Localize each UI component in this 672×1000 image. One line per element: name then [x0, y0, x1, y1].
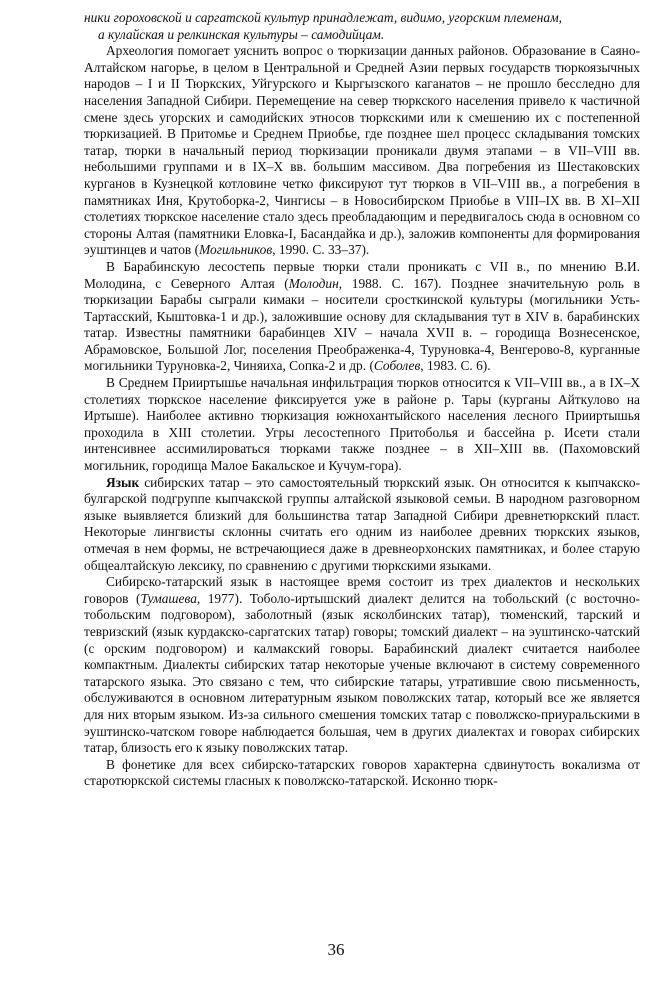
paragraph-baraba: [84, 259, 640, 375]
paragraph-dialects-text-b: , 1977). Тоболо-иртышский диалект делится на тобольский (с восточно-тобольским подговором), заболотный (язык ясколбинских татар), тюменский, тарский и тевризский (язык курдакско-саргатских татар) говоры; томский диалект – на эуштинско-чатский (с орским подговором) и калмакский говоры. Барабинский диалект считается наиболее компактным. Диалекты сибирских татар некоторые ученые включают в систему современного татарского языка. Это связано с тем, что сибирские татары, утратившие свою письменность, обслуживаются в основном литературным языком поволжских татар, который все же является для них вторым языком. Из-за сильного смешения томских татар с поволжско-приуральскими в эуштинско-чатском говоре наблюдается большая, чем в других диалектах и говорах сибирских татар, близость его к языку поволжских татар.: [84, 590, 640, 756]
intro-line-2: а кулайская и релкинская культуры – самодийцам.: [98, 26, 385, 42]
paragraph-language-text: сибирских татар – это самостоятельный тюркский язык. Он относится к кыпчакско-булгарской подгруппе кыпчакской группы алтайской языковой семьи. В народном разговорном языке выявляется близкий для большинства татар Западной Сибири древнетюркский пласт. Некоторые лингвисты склонны считать его одним из наиболее древних тюркских языков, отмечая в нем формы, не встречающиеся даже в древнеорхонских памятниках, и более старую общеалтайскую лексику, по сравнению с другими тюркскими языками.: [84, 474, 640, 573]
paragraph-baraba-text-a: В Барабинскую лесостепь первые тюрки стали проникать с VII в., по мнению В.И. Молодина, с Северного Алтая (: [84, 258, 640, 291]
citation-author: Тумашева: [140, 590, 197, 606]
paragraph-baraba-text-c: , 1983. С. 6).: [420, 358, 491, 374]
paragraph-dialects: [84, 574, 640, 757]
citation-author: Соболев: [373, 358, 421, 374]
paragraph-baraba-text-b: , 1988. С. 167). Позднее значительную роль в тюркизации Барабы сыграли кимаки – носители сросткинской культуры (могильники Усть-Тартасский, Кыштовка-1 и др.), заложившие основу для складывания тут в XIV в. барабинских татар. Известны памятники барабинцев XIV – начала XVII в. – городища Вознесенское, Абрамовское, Большой Лог, поселения Преображенка-4, Туруновка-4, Венгерово-8, курганные могильники Туруновка-2, Чиняиха, Сопка-2 и др. (: [84, 275, 641, 374]
intro-paragraph: [84, 10, 640, 43]
paragraph-phonetics: [84, 757, 640, 790]
intro-line-1: ники гороховской и саргатской культур принадлежат, видимо, угорским племенам,: [84, 10, 562, 25]
paragraph-dialects-text-a: Сибирско-татарский язык в настоящее время состоит из трех диалектов и нескольких говоров (: [84, 574, 640, 606]
paragraph-irtysh-text: В Среднем Прииртышье начальная инфильтрация тюрков относится к VII–VIII вв., а в IX–X столетиях тюркское население фиксируется уже в районе р. Тары (курганы Айткулово на Иртыше). Наиболее активно тюркизация южнохантыйского населения лесного Прииртышья проходила в XIII столетии. Угры лесостепного Притоболья и бассейна р. Исети стали интенсивнее ассимилироваться тюрками также позднее – в XII–XIII вв. (Пахомовский могильник, городища Малое Бакальское и Кучум-гора).: [84, 375, 640, 474]
paragraph-archaeology-text: Археология помогает уяснить вопрос о тюркизации данных районов. Образование в Саяно-Алтайском нагорье, в целом в Центральной и Средней Азии первых государств тюркоязычных народов – I и II Тюркских, Уйгурского и Кыргызского каганатов – не прошло бесследно для населения Западной Сибири. Перемещение на север тюркского населения привело к частичной смене здесь угорских и самодийских этносов тюркскими или к смешению их с постепенной тюркизацией. В Притомье и Среднем Приобье, где позднее шел процесс складывания томских татар, тюрки в начальный период тюркизации проникали двумя этапами – в VII–VIII вв. небольшими группами и в IX–X вв. большим массивом. Два погребения из Шестаковских курганов в Кузнецкой котловине четко фиксируют тут тюрков в VII–VIII вв., а погребения в памятниках Иня, Крутоборка-2, Чингисы – в Новосибирском Приобье в VIII–IX вв. В XI–XII столетиях тюркское население стало здесь преобладающим и передвигалось сюда в основном со стороны Алтая (памятники Еловка-I, Басандайка и др.), заложив компоненты для формирования эуштинцев и чатов (: [84, 43, 640, 258]
page-body: [84, 10, 640, 790]
paragraph-archaeology: [84, 43, 640, 259]
paragraph-phonetics-text: В фонетике для всех сибирско-татарских говоров характерна сдвинутость вокализма от старотюркской системы гласных к поволжско-татарской. Исконно тюрк-: [84, 756, 640, 789]
paragraph-irtysh: [84, 375, 640, 475]
citation-author: Молодин: [288, 275, 339, 291]
page-number: 36: [327, 940, 345, 959]
paragraph-language: [84, 475, 640, 575]
citation-details: , 1990. С. 33–37).: [272, 242, 370, 258]
term-language: Язык: [106, 474, 140, 490]
citation-author: Могильников: [199, 242, 273, 258]
